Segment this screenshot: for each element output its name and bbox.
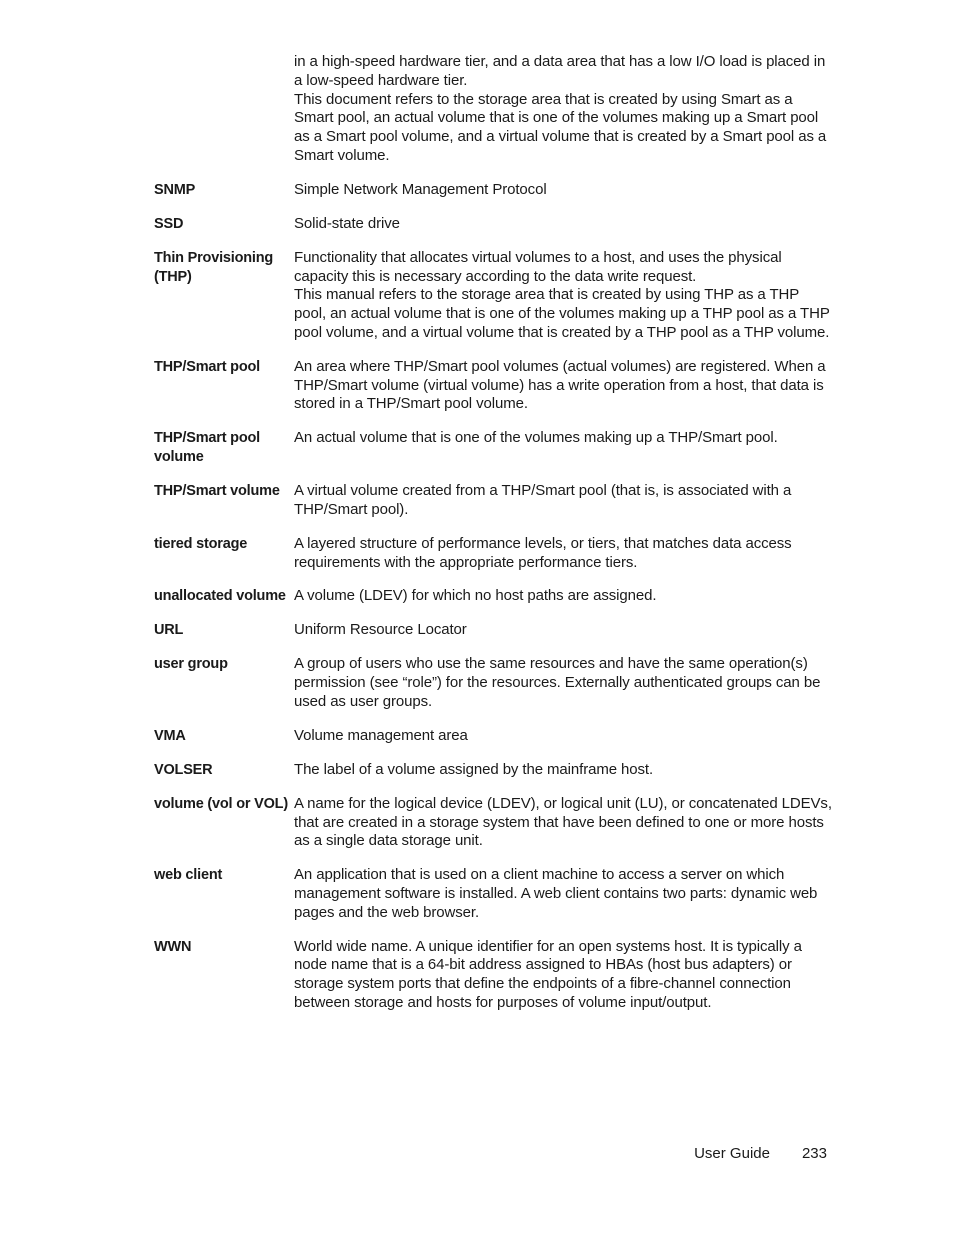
definition-paragraph: An actual volume that is one of the volumes making up a THP/Smart pool. — [294, 429, 778, 447]
glossary-definition — [294, 215, 834, 234]
glossary-term: volume (vol or VOL) — [154, 795, 288, 812]
glossary-definition — [294, 358, 834, 414]
definition-paragraph: A layered structure of performance levels, or tiers, that matches data access requirements with the appropriate performance tiers. — [294, 534, 792, 571]
glossary-term: VMA — [154, 727, 186, 744]
glossary-term: unallocated volume — [154, 588, 286, 605]
glossary-term: SSD — [154, 215, 184, 232]
definition-paragraph: This manual refers to the storage area that is created by using THP as a THP pool, an actual volume that is one of the volumes making up a THP pool as a THP pool volume, and a virtual volume that is created by a THP pool as a THP volume. — [294, 286, 830, 341]
definition-paragraph: Uniform Resource Locator — [294, 621, 467, 639]
glossary-definition — [294, 429, 834, 467]
glossary-entry — [154, 938, 834, 1013]
glossary-entry — [154, 727, 834, 746]
glossary-term: THP/Smart pool volume — [154, 430, 260, 466]
definition-paragraph: The label of a volume assigned by the mainframe host. — [294, 760, 654, 778]
definition-paragraph: Functionality that allocates virtual volumes to a host, and uses the physical capacity this is necessary according to the data write request. — [294, 248, 782, 285]
glossary-term: URL — [154, 622, 184, 639]
glossary-entry — [154, 866, 834, 922]
definition-paragraph: This document refers to the storage area that is created by using Smart as a Smart pool, an actual volume that is one of the volumes making up a Smart pool as a Smart pool volume, and a virtual volume that is created by a Smart pool as a Smart volume. — [294, 90, 827, 164]
glossary-term: THP/Smart volume — [154, 483, 280, 500]
glossary-term: THP/Smart pool — [154, 358, 260, 375]
definition-paragraph: Solid-state drive — [294, 214, 400, 232]
glossary-term: WWN — [154, 938, 192, 955]
glossary-term: Thin Provisioning (THP) — [154, 249, 274, 285]
definition-paragraph: in a high-speed hardware tier, and a data area that has a low I/O load is placed in a low-speed hardware tier. — [294, 53, 826, 89]
glossary-definition — [294, 655, 834, 711]
glossary-entry — [154, 358, 834, 414]
definition-paragraph: A virtual volume created from a THP/Smart pool (that is, is associated with a THP/Smart pool). — [294, 482, 792, 518]
definition-paragraph: A volume (LDEV) for which no host paths are assigned. — [294, 587, 657, 605]
definition-paragraph: A name for the logical device (LDEV), or logical unit (LU), or concatenated LDEVs, that are created in a storage system that have been defined to one or more hosts as a single data storage unit. — [294, 794, 832, 850]
definition-paragraph: World wide name. A unique identifier for an open systems host. It is typically a node name that is a 64-bit address assigned to HBAs (host bus adapters) or storage system ports that define the endpoints of a fibre-channel connection between storage and hosts for purposes of volume input/output. — [294, 937, 802, 1011]
glossary-entry — [154, 53, 834, 166]
glossary-definition — [294, 181, 834, 200]
glossary-definition — [294, 866, 834, 922]
glossary-entry — [154, 655, 834, 711]
glossary-entry — [154, 215, 834, 234]
glossary-entry — [154, 249, 834, 343]
definition-paragraph: An application that is used on a client machine to access a server on which management software is installed. A web client contains two parts: dynamic web pages and the web browser. — [294, 866, 818, 921]
glossary-entry — [154, 181, 834, 200]
glossary-entry — [154, 621, 834, 640]
glossary-definition — [294, 938, 834, 1013]
glossary-term: user group — [154, 656, 228, 673]
glossary-term: web client — [154, 867, 223, 884]
glossary-entry — [154, 482, 834, 520]
glossary-definition — [294, 761, 834, 780]
definition-paragraph: Simple Network Management Protocol — [294, 180, 547, 198]
glossary-entry — [154, 795, 834, 851]
glossary-entry — [154, 761, 834, 780]
glossary-entry — [154, 535, 834, 573]
page-number: 233 — [801, 1145, 827, 1162]
glossary-definition — [294, 53, 834, 166]
glossary-definition — [294, 535, 834, 573]
page-footer — [694, 1144, 827, 1163]
glossary-list — [154, 53, 834, 1028]
definition-paragraph: Volume management area — [294, 726, 468, 744]
footer-guide-label: User Guide — [694, 1145, 770, 1162]
glossary-definition — [294, 795, 834, 851]
glossary-definition — [294, 727, 834, 746]
glossary-definition — [294, 249, 834, 343]
glossary-definition — [294, 587, 834, 606]
glossary-term: SNMP — [154, 181, 196, 198]
glossary-term — [154, 53, 294, 166]
definition-paragraph: An area where THP/Smart pool volumes (actual volumes) are registered. When a THP/Smart volume (virtual volume) has a write operation from a host, that data is stored in a THP/Smart pool volume. — [294, 357, 826, 413]
glossary-term: VOLSER — [154, 761, 213, 778]
glossary-entry — [154, 429, 834, 467]
definition-paragraph: A group of users who use the same resources and have the same operation(s) permission (see “role”) for the resources. Externally authenticated groups can be used as user groups. — [294, 655, 821, 710]
glossary-definition — [294, 621, 834, 640]
glossary-definition — [294, 482, 834, 520]
glossary-entry — [154, 587, 834, 606]
glossary-term: tiered storage — [154, 535, 248, 552]
